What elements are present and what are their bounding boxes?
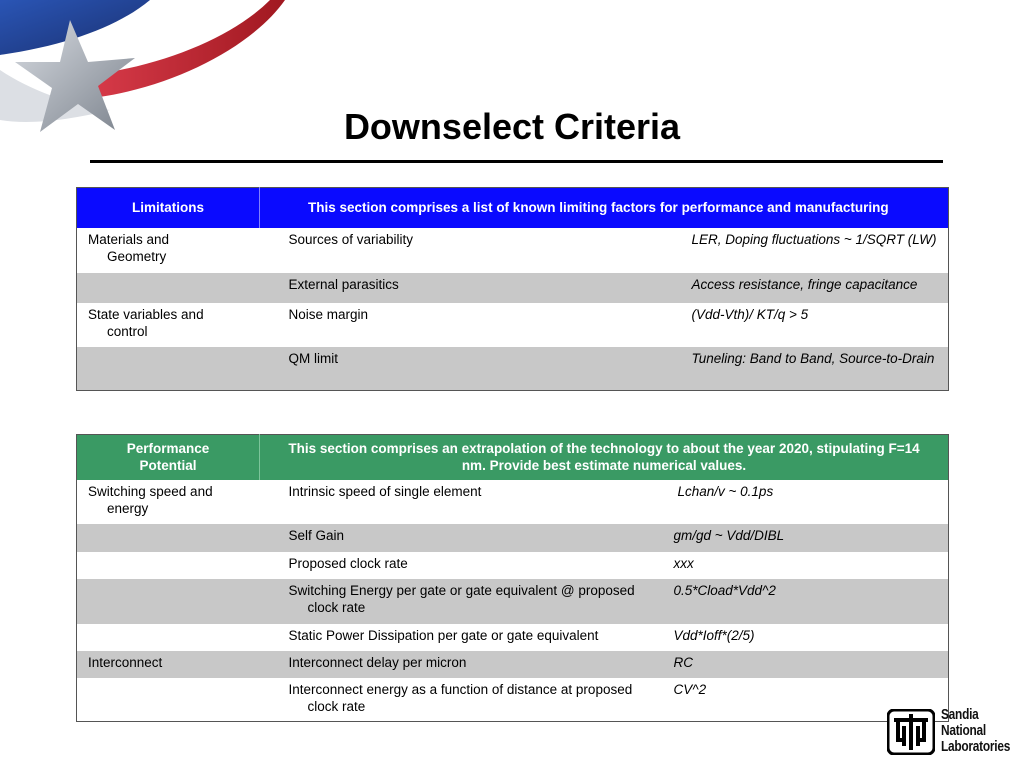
row-item: QM limit xyxy=(288,350,338,366)
row-value: LER, Doping fluctuations ~ 1/SQRT (LW) xyxy=(691,231,937,247)
row-value: Tuneling: Band to Band, Source-to-Drain xyxy=(691,350,935,366)
row-category xyxy=(77,678,260,722)
performance-header-label: Performance Potential xyxy=(77,435,260,480)
sandia-logo-text xyxy=(941,707,1010,755)
row-item: Proposed clock rate xyxy=(288,555,408,571)
limitations-header-row xyxy=(77,188,949,228)
table-row xyxy=(77,303,949,347)
logo-line-1: Sandia xyxy=(941,707,979,723)
table-row xyxy=(77,273,949,303)
row-item: Static Power Dissipation per gate or gate equivalent xyxy=(288,627,599,643)
row-value: (Vdd-Vth)/ KT/q > 5 xyxy=(691,306,809,322)
sandia-logo xyxy=(887,706,1015,758)
row-item: Interconnect energy as a function of distance at proposed clock rate xyxy=(288,681,633,714)
row-category xyxy=(77,579,260,624)
row-value: Vdd*Ioff*(2/5) xyxy=(673,627,755,643)
table-row xyxy=(77,480,949,524)
limitations-header-label: Limitations xyxy=(77,188,260,228)
row-item: Switching Energy per gate or gate equivalent @ proposed clock rate xyxy=(288,582,635,615)
table-row xyxy=(77,651,949,678)
title-divider xyxy=(90,160,943,163)
table-row xyxy=(77,552,949,579)
row-category: Switching speed and energy xyxy=(88,483,213,516)
row-category xyxy=(77,624,260,651)
row-category: State variables and control xyxy=(88,306,204,339)
table-row xyxy=(77,678,949,722)
row-category xyxy=(77,524,260,552)
row-category: Interconnect xyxy=(88,654,163,670)
row-value: Access resistance, fringe capacitance xyxy=(691,276,918,292)
row-value: gm/gd ~ Vdd/DIBL xyxy=(673,527,785,543)
limitations-table xyxy=(76,187,949,391)
row-value: xxx xyxy=(673,555,694,571)
row-item: Intrinsic speed of single element xyxy=(288,483,482,499)
row-item: Self Gain xyxy=(288,527,345,543)
limitations-header-description: This section comprises a list of known limiting factors for performance and manufacturing xyxy=(308,200,889,216)
sandia-thunderbird-icon xyxy=(887,709,935,755)
table-row xyxy=(77,624,949,651)
performance-header-row xyxy=(77,435,949,480)
row-item: Sources of variability xyxy=(288,231,414,247)
slide-title: Downselect Criteria xyxy=(343,106,681,147)
row-value: CV^2 xyxy=(673,681,707,697)
row-category xyxy=(77,347,260,391)
logo-line-3: Laboratories xyxy=(941,739,1011,755)
row-value: Lchan/v ~ 0.1ps xyxy=(677,483,774,499)
logo-line-2: National xyxy=(941,723,986,739)
row-item: Noise margin xyxy=(288,306,369,322)
row-item: Interconnect delay per micron xyxy=(288,654,467,670)
row-category: Materials and Geometry xyxy=(88,231,170,264)
row-value: 0.5*Cload*Vdd^2 xyxy=(673,582,776,598)
table-row xyxy=(77,347,949,391)
table-row xyxy=(77,524,949,552)
performance-table xyxy=(76,434,949,722)
row-value: RC xyxy=(673,654,693,670)
row-item: External parasitics xyxy=(288,276,399,292)
row-category xyxy=(77,552,260,579)
row-category xyxy=(77,273,260,303)
table-row xyxy=(77,579,949,624)
table-row xyxy=(77,228,949,273)
performance-header-description: This section comprises an extrapolation of the technology to about the year 2020, stipulating F=14 nm. Provide best estimate numerical values. xyxy=(288,441,920,474)
